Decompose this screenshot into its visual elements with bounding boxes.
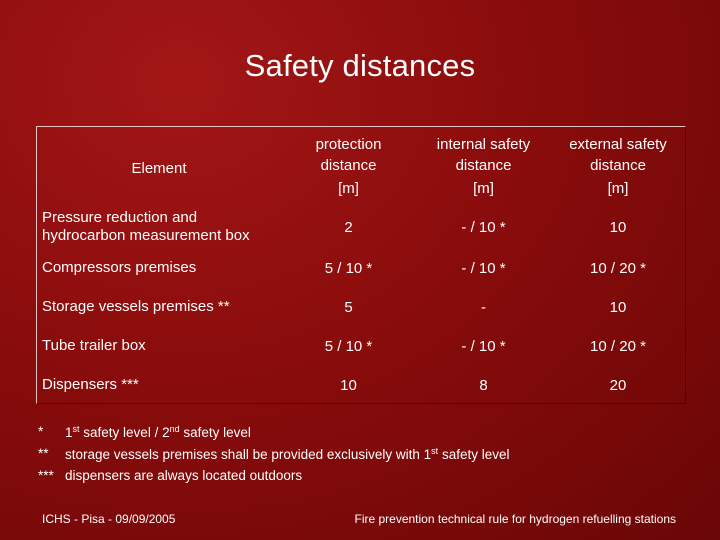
row-element: Tube trailer box	[42, 337, 146, 354]
row-element-line2: hydrocarbon measurement box	[42, 227, 250, 244]
table-row	[37, 327, 685, 365]
row-element: Compressors premises	[42, 259, 197, 276]
footnote-text-part: storage vessels premises shall be provided exclusively with 1	[65, 447, 432, 462]
row-element: Dispensers ***	[42, 376, 139, 393]
table-row	[37, 365, 685, 405]
row-internal-distance: -	[481, 298, 486, 316]
footnote-superscript: nd	[169, 424, 180, 434]
header-protection-unit: [m]	[338, 179, 359, 197]
row-external-distance: 10 / 20 *	[590, 337, 646, 355]
row-protection-distance: 2	[344, 218, 353, 236]
header-protection-distance	[281, 127, 416, 205]
row-protection-distance: 5 / 10 *	[324, 337, 373, 355]
footnote-text	[65, 424, 251, 440]
footnote-text-part: safety level / 2	[79, 425, 170, 440]
row-internal-distance: - / 10 *	[461, 259, 506, 277]
row-internal-distance: 8	[479, 376, 488, 394]
row-protection-distance: 10	[340, 376, 357, 394]
table-header-row	[37, 127, 685, 205]
footnote-text	[65, 446, 509, 462]
row-element-line1: Pressure reduction and	[42, 209, 198, 226]
table-row	[37, 287, 685, 327]
footnote-text-part: safety level	[438, 447, 510, 462]
footnote-superscript: st	[431, 446, 439, 456]
footnote-text-part: 1	[65, 425, 73, 440]
row-external-distance: 10	[609, 298, 627, 316]
footnote-mark: ***	[38, 468, 54, 483]
footnote-mark: *	[38, 424, 44, 439]
table-row	[37, 205, 685, 249]
header-internal-unit: [m]	[473, 179, 494, 197]
footnote-text: dispensers are always located outdoors	[65, 468, 303, 483]
header-external-unit: [m]	[607, 179, 629, 197]
row-element	[37, 205, 281, 249]
row-internal-distance: - / 10 *	[461, 218, 506, 236]
row-protection-distance: 5	[344, 298, 353, 316]
row-internal-distance: - / 10 *	[461, 337, 506, 355]
footnote-superscript: st	[72, 424, 80, 434]
footer-left: ICHS - Pisa - 09/09/2005	[42, 512, 176, 526]
header-protection-line1: protection	[315, 135, 382, 153]
header-protection-line2: distance	[320, 156, 377, 174]
slide-title: Safety distances	[244, 48, 476, 83]
row-element: Storage vessels premises **	[42, 298, 230, 315]
row-protection-distance: 5 / 10 *	[324, 259, 373, 277]
row-external-distance: 20	[609, 376, 627, 394]
header-internal-safety-distance	[416, 127, 551, 205]
header-external-line1: external safety	[569, 135, 667, 153]
table-row	[37, 249, 685, 287]
header-external-line2: distance	[590, 156, 646, 174]
header-element: Element	[131, 159, 187, 177]
row-external-distance: 10 / 20 *	[590, 259, 646, 277]
safety-distances-table	[37, 127, 685, 405]
row-external-distance: 10	[609, 218, 627, 236]
header-internal-line1: internal safety	[436, 135, 531, 153]
header-external-safety-distance	[551, 127, 685, 205]
footer-right: Fire prevention technical rule for hydrogen refuelling stations	[354, 512, 676, 526]
header-internal-line2: distance	[455, 156, 512, 174]
footnote-text-part: safety level	[179, 425, 251, 440]
footnote-mark: **	[38, 446, 49, 461]
